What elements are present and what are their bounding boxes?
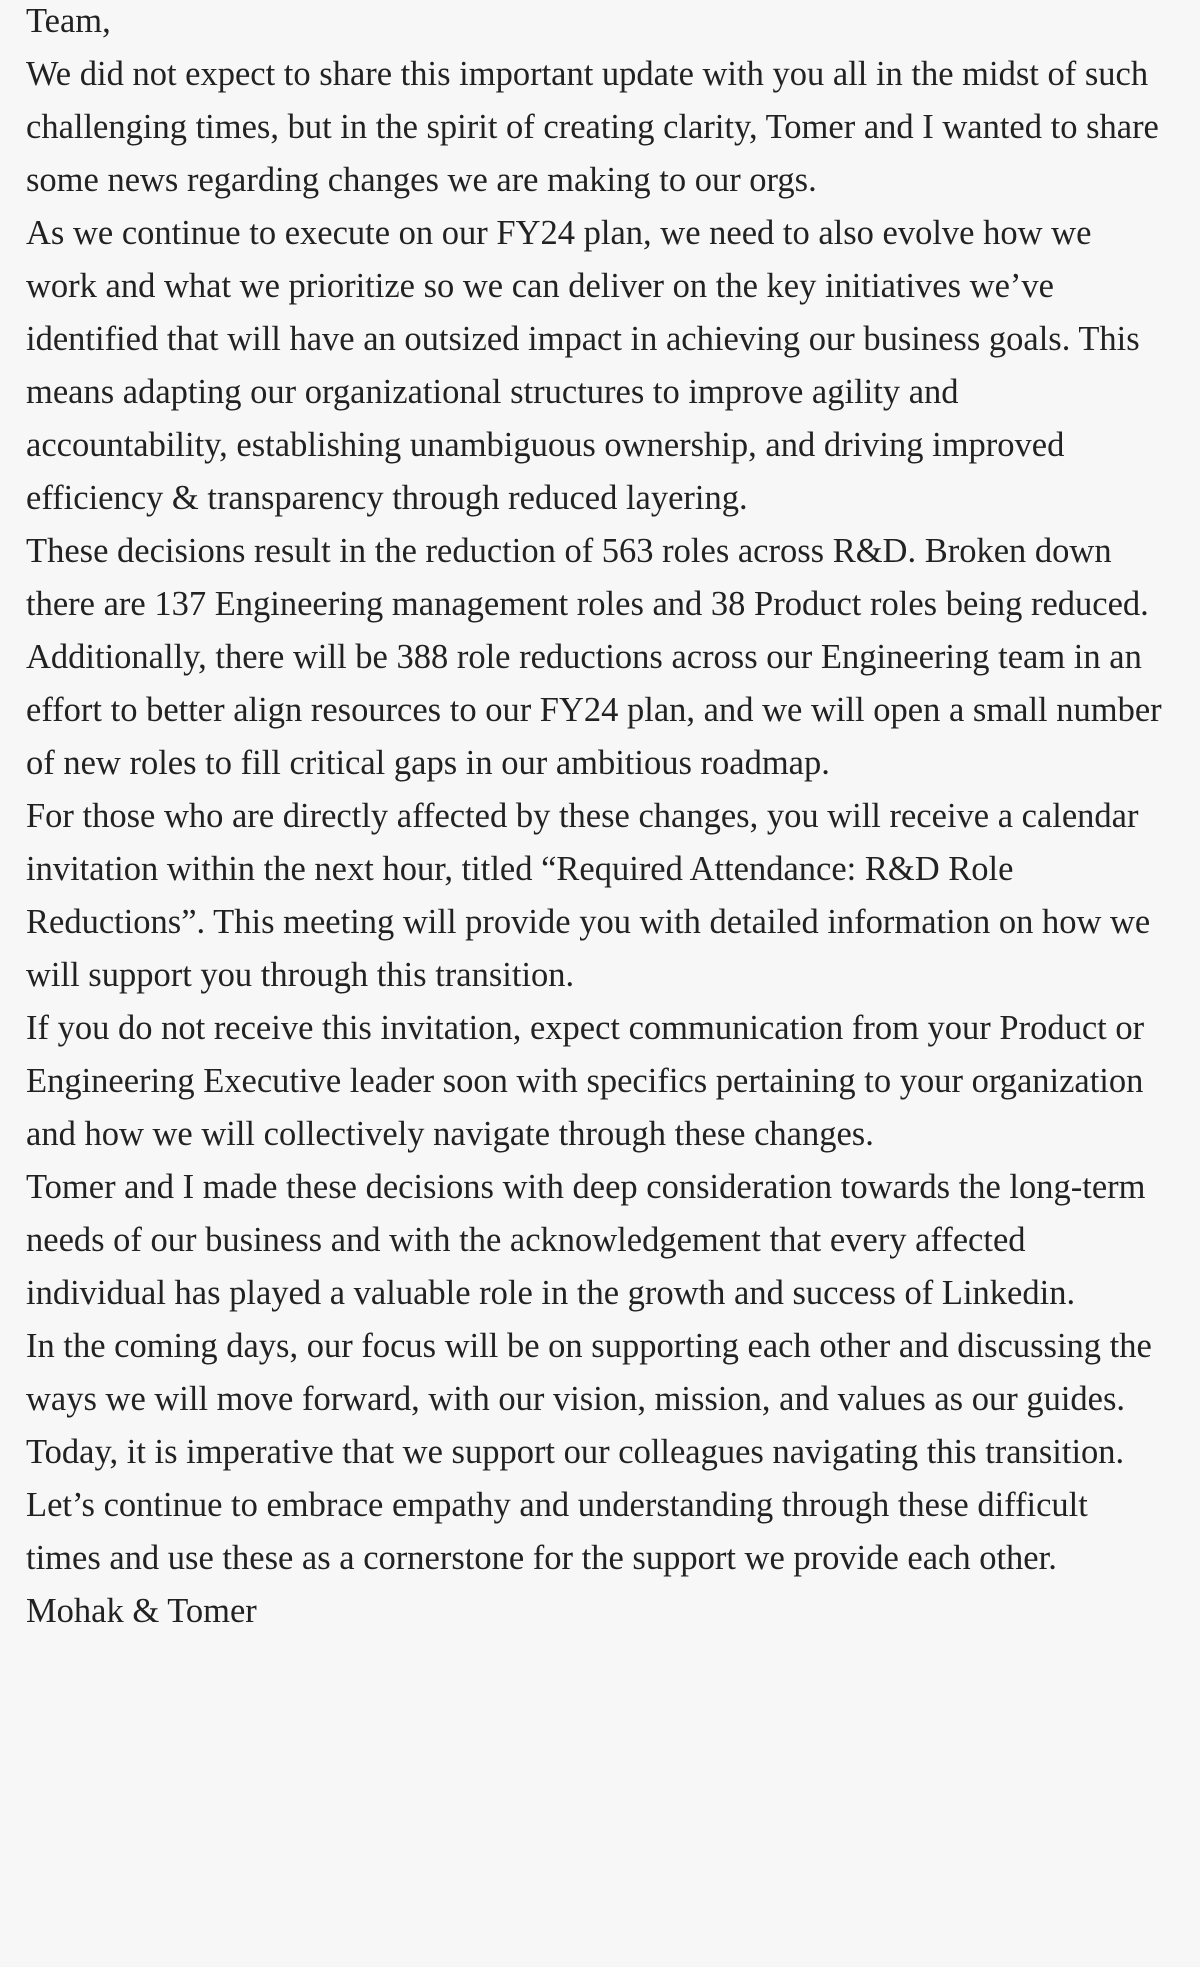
paragraph-calendar-invitation: For those who are directly affected by these changes, you will receive a calendar invitation within the next hour, titled “Required Attendance: R&D Role Reductions”. This meeting will provide you with detailed information on how we will support you through this transition. bbox=[26, 797, 1151, 994]
paragraph-leader-communication: If you do not receive this invitation, expect communication from your Product or Engineering Executive leader soon with specifics pertaining to your organization and how we will collectively navigate through these changes. bbox=[26, 1009, 1145, 1153]
paragraph-decision-consideration: Tomer and I made these decisions with deep consideration towards the long-term needs of our business and with the acknowledgement that every affected individual has played a valuable role in the growth and success of Linkedin. bbox=[26, 1168, 1146, 1312]
letter-signature: Mohak & Tomer bbox=[26, 1592, 257, 1630]
paragraph-intro: We did not expect to share this important update with you all in the midst of such challenging times, but in the spirit of creating clarity, Tomer and I wanted to share some news regarding changes we are making to our orgs. bbox=[26, 55, 1159, 199]
paragraph-coming-days: In the coming days, our focus will be on supporting each other and discussing the ways we will move forward, with our vision, mission, and values as our guides. Today, it is imperative that we support our colleagues navigating this transition. Let’s continue to embrace empathy and understanding through these difficult times and use these as a cornerstone for the support we provide each other. bbox=[26, 1327, 1152, 1577]
letter-greeting: Team, bbox=[26, 2, 111, 40]
paragraph-fy24-plan: As we continue to execute on our FY24 plan, we need to also evolve how we work and what we prioritize so we can deliver on the key initiatives we’ve identified that will have an outsized impact in achieving our business goals. This means adapting our organizational structures to improve agility and accountability, establishing unambiguous ownership, and driving improved efficiency & transparency through reduced layering. bbox=[26, 214, 1140, 517]
paragraph-role-reductions: These decisions result in the reduction of 563 roles across R&D. Broken down there are 137 Engineering management roles and 38 Product roles being reduced. Additionally, there will be 388 role reductions across our Engineering team in an effort to better align resources to our FY24 plan, and we will open a small number of new roles to fill critical gaps in our ambitious roadmap. bbox=[26, 532, 1162, 782]
